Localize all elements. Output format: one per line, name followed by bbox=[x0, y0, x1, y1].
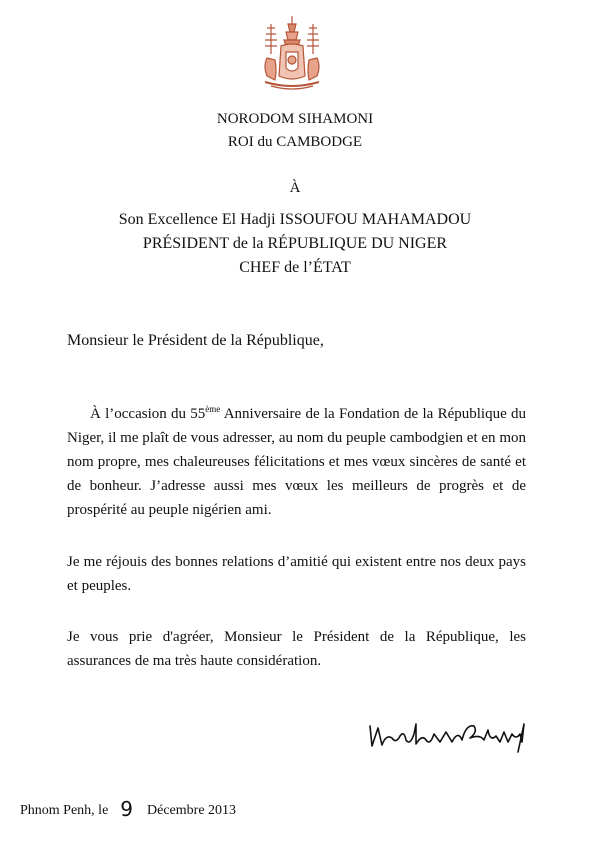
dateline-day: 9 bbox=[120, 797, 134, 821]
p1-start: À l’occasion du 55 bbox=[90, 406, 206, 422]
dateline-month-year: Décembre 2013 bbox=[147, 803, 237, 818]
recipient-line-2: PRÉSIDENT de la RÉPUBLIQUE DU NIGER bbox=[142, 235, 448, 252]
sender-title: ROI du CAMBODGE bbox=[227, 134, 363, 150]
handwritten-signature bbox=[366, 712, 530, 754]
body-paragraph-3 bbox=[67, 625, 526, 673]
royal-coat-of-arms-emblem bbox=[257, 14, 327, 92]
body-paragraph-1 bbox=[67, 402, 526, 522]
p1-rest: Anniversaire de la Fondation de la République du Niger, il me plaît de vous adresser, au nom du peuple cambodgien et en mon nom propre, mes chaleureuses félicitations et mes vœux sincères de santé et de bonheur. J’adresse aussi mes vœux les meilleurs de progrès et de prospérité au peuple nigérien ami. bbox=[67, 406, 526, 518]
sender-name: NORODOM SIHAMONI bbox=[216, 111, 374, 127]
p1-superscript: ème bbox=[205, 404, 221, 414]
dateline-place: Phnom Penh, le bbox=[20, 803, 109, 818]
p3-text: Je vous prie d'agréer, Monsieur le Président de la République, les assurances de ma très haute considération. bbox=[67, 629, 526, 669]
to-word: À bbox=[289, 180, 301, 196]
p2-text: Je me réjouis des bonnes relations d’amitié qui existent entre nos deux pays et peuples. bbox=[67, 554, 526, 594]
dateline bbox=[20, 797, 236, 821]
recipient-line-3: CHEF de l’ÉTAT bbox=[239, 259, 351, 276]
body-paragraph-2 bbox=[67, 550, 526, 598]
recipient-line-1: Son Excellence El Hadji ISSOUFOU MAHAMADOU bbox=[118, 211, 472, 228]
salutation: Monsieur le Président de la République, bbox=[67, 332, 324, 349]
